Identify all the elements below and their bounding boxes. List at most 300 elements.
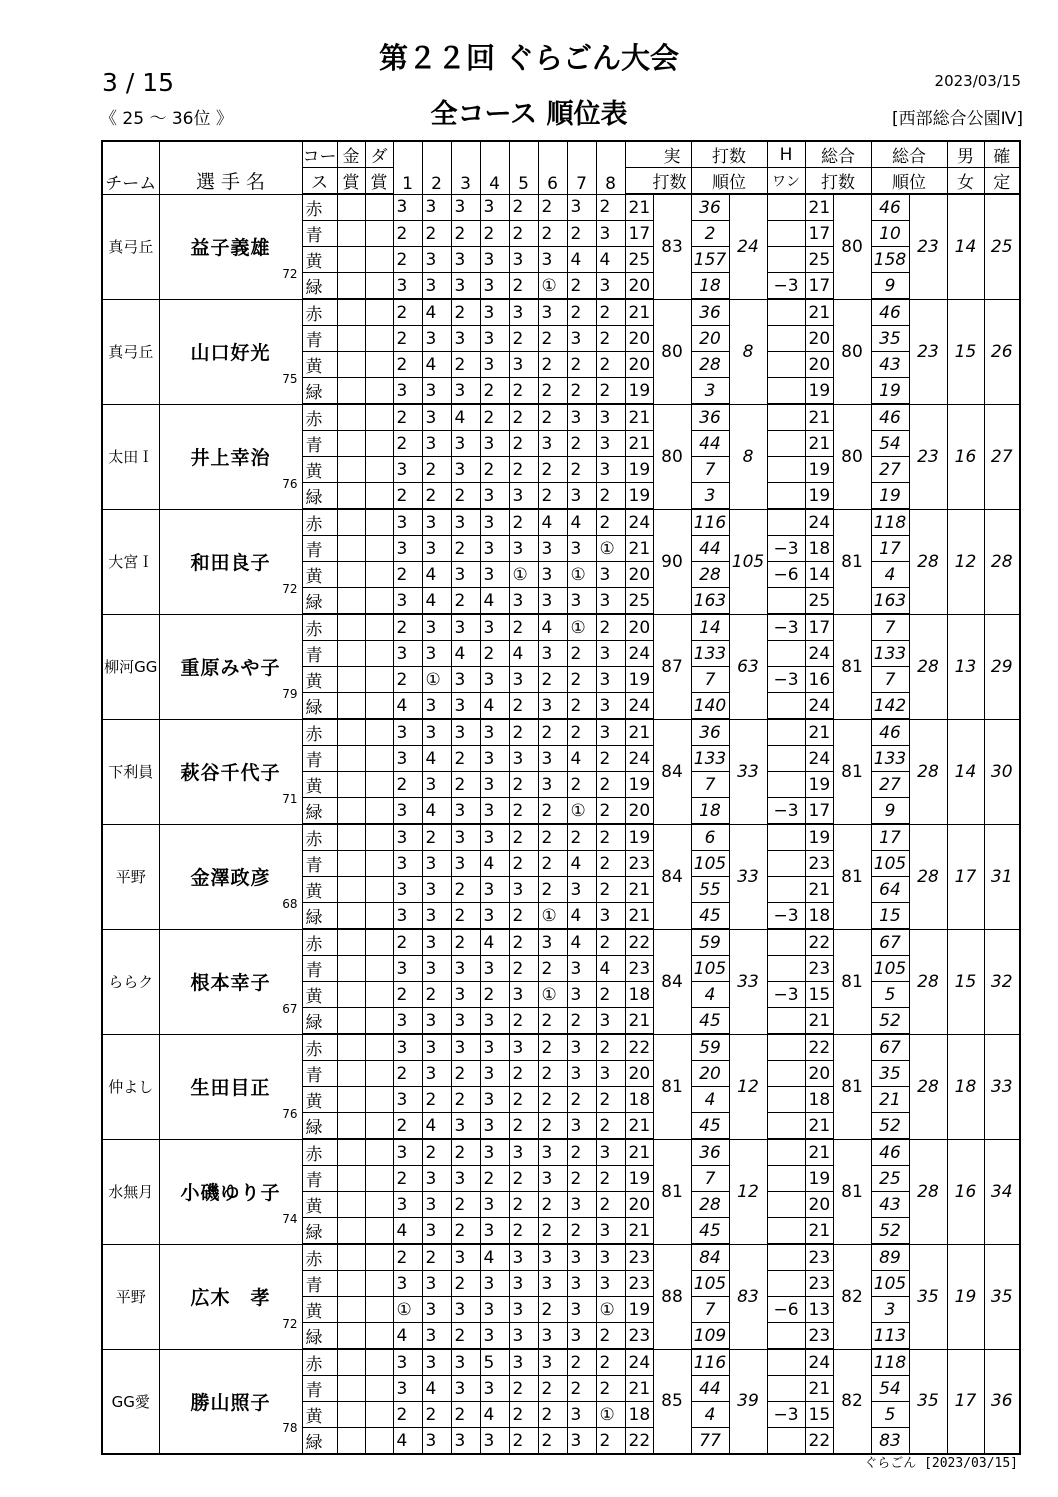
header-total-2: 打数 (805, 168, 871, 195)
gold-prize (337, 1061, 365, 1087)
course-total: 22 (805, 1428, 833, 1455)
da-prize (365, 1428, 393, 1455)
hole-score: 3 (451, 509, 480, 536)
course-total-rank: 43 (871, 352, 909, 378)
gold-prize (337, 378, 365, 405)
venue-name: [西部総合公園Ⅳ] (892, 109, 1023, 129)
hole-score: ① (393, 1297, 422, 1323)
course-total-rank: 9 (871, 798, 909, 825)
course-rank: 7 (691, 1297, 729, 1323)
gold-prize (337, 483, 365, 510)
gold-prize (337, 1087, 365, 1113)
hole-score: 3 (422, 1271, 451, 1297)
gold-prize (337, 1297, 365, 1323)
course-name: 赤 (302, 929, 337, 956)
hole-score: 3 (567, 956, 596, 982)
hole-score: ① (567, 614, 596, 641)
hole-score: 3 (480, 824, 509, 851)
gold-prize (337, 614, 365, 641)
course-total-rank: 105 (871, 851, 909, 877)
da-prize (365, 404, 393, 431)
course-sum: 18 (625, 1402, 653, 1428)
course-name: 黄 (302, 562, 337, 588)
hole-in-one (767, 1087, 805, 1113)
hole-score: 3 (480, 483, 509, 510)
hole-score: 2 (451, 1061, 480, 1087)
hole-score: 2 (538, 877, 567, 903)
hole-score: 2 (538, 1218, 567, 1245)
hole-score: 2 (422, 457, 451, 483)
hole-score: 2 (538, 1192, 567, 1218)
hole-in-one (767, 641, 805, 667)
course-name: 黄 (302, 352, 337, 378)
hole-score: 2 (451, 1271, 480, 1297)
hole-score: 3 (509, 247, 538, 273)
hole-score: 3 (422, 247, 451, 273)
final-rank: 30 (984, 719, 1020, 824)
course-name: 黄 (302, 1192, 337, 1218)
final-rank: 27 (984, 404, 1020, 509)
hole-score: 2 (393, 772, 422, 798)
hole-score: 2 (596, 929, 625, 956)
gender-rank: 17 (947, 1349, 984, 1454)
hole-in-one (767, 194, 805, 221)
course-sum: 21 (625, 1376, 653, 1402)
hole-score: 2 (596, 798, 625, 825)
course-rank: 36 (691, 299, 729, 326)
course-sum: 19 (625, 378, 653, 405)
player-age: 72 (282, 266, 298, 281)
hole-score: 3 (567, 1297, 596, 1323)
course-total: 13 (805, 1297, 833, 1323)
header-h-2: ワン (767, 168, 805, 195)
gold-prize (337, 929, 365, 956)
course-sum: 21 (625, 903, 653, 930)
da-prize (365, 273, 393, 300)
hole-score: 3 (422, 1034, 451, 1061)
team-name: 真弓丘 (102, 299, 159, 404)
hole-score: 2 (393, 247, 422, 273)
hole-score: 3 (451, 194, 480, 221)
gender-rank: 17 (947, 824, 984, 929)
hole-score: 2 (596, 1113, 625, 1140)
hole-score: 2 (422, 824, 451, 851)
course-name: 黄 (302, 667, 337, 693)
hole-score: 2 (451, 1402, 480, 1428)
hole-score: 3 (567, 1244, 596, 1271)
course-sum: 23 (625, 1323, 653, 1350)
gender-rank: 14 (947, 194, 984, 299)
header-gold: 金 (337, 141, 365, 168)
da-prize (365, 614, 393, 641)
course-total-rank: 142 (871, 693, 909, 720)
hole-score: 3 (451, 693, 480, 720)
hole-score: 2 (451, 1323, 480, 1350)
stroke-rank: 8 (729, 404, 767, 509)
course-total: 18 (805, 903, 833, 930)
course-sum: 25 (625, 588, 653, 615)
hole-score: 2 (393, 614, 422, 641)
hole-score: 3 (567, 1113, 596, 1140)
course-rank: 55 (691, 877, 729, 903)
course-total-rank: 9 (871, 273, 909, 300)
hole-score: 4 (480, 693, 509, 720)
hole-score: 3 (567, 1402, 596, 1428)
da-prize (365, 194, 393, 221)
total-strokes: 81 (833, 614, 871, 719)
hole-score: 3 (422, 404, 451, 431)
da-prize (365, 824, 393, 851)
course-total-rank: 118 (871, 509, 909, 536)
course-total: 19 (805, 824, 833, 851)
hole-in-one: −6 (767, 1297, 805, 1323)
course-total-rank: 35 (871, 1061, 909, 1087)
hole-score: 3 (451, 1113, 480, 1140)
gender-rank: 14 (947, 719, 984, 824)
hole-score: 3 (393, 719, 422, 746)
hole-score: 3 (567, 536, 596, 562)
player-name: 重原みや子 (180, 657, 281, 679)
hole-score: 2 (422, 1244, 451, 1271)
course-rank: 6 (691, 824, 729, 851)
hole-score: 3 (480, 1323, 509, 1350)
hole-score: 3 (451, 956, 480, 982)
gold-prize (337, 509, 365, 536)
table-row (102, 404, 1020, 431)
total-rank: 28 (909, 719, 947, 824)
hole-score: 4 (393, 693, 422, 720)
course-total: 19 (805, 772, 833, 798)
hole-score: 2 (509, 1376, 538, 1402)
hole-score: 2 (567, 1218, 596, 1245)
course-rank: 105 (691, 851, 729, 877)
hole-score: 3 (538, 536, 567, 562)
hole-score: 2 (509, 1061, 538, 1087)
gold-prize (337, 1218, 365, 1245)
course-total: 23 (805, 956, 833, 982)
player-age: 67 (282, 1001, 298, 1016)
gold-prize (337, 1139, 365, 1166)
total-strokes: 80 (833, 299, 871, 404)
hole-score: 2 (596, 326, 625, 352)
player-cell (159, 824, 302, 929)
hole-score: 3 (596, 457, 625, 483)
gold-prize (337, 667, 365, 693)
actual-strokes: 84 (653, 719, 691, 824)
hole-score: 3 (538, 431, 567, 457)
gold-prize (337, 299, 365, 326)
course-rank: 4 (691, 982, 729, 1008)
course-rank: 133 (691, 641, 729, 667)
hole-score: 3 (422, 273, 451, 300)
hole-score: 3 (393, 1271, 422, 1297)
course-rank: 45 (691, 1113, 729, 1140)
course-sum: 19 (625, 667, 653, 693)
gold-prize (337, 352, 365, 378)
actual-strokes: 80 (653, 404, 691, 509)
course-total-rank: 7 (871, 614, 909, 641)
hole-in-one (767, 693, 805, 720)
course-total-rank: 52 (871, 1113, 909, 1140)
header-actual: 実 (625, 141, 691, 168)
player-name: 和田良子 (190, 552, 271, 574)
player-age: 76 (282, 1106, 298, 1121)
hole-score: 3 (451, 1349, 480, 1376)
hole-score: 2 (567, 719, 596, 746)
course-sum: 24 (625, 746, 653, 772)
course-total-rank: 19 (871, 483, 909, 510)
hole-score: 3 (451, 798, 480, 825)
hole-in-one: −3 (767, 798, 805, 825)
hole-score: 2 (509, 1192, 538, 1218)
hole-score: 4 (567, 509, 596, 536)
course-total: 25 (805, 588, 833, 615)
hole-score: 2 (567, 352, 596, 378)
hole-score: 2 (509, 1428, 538, 1455)
hole-in-one (767, 1376, 805, 1402)
hole-score: 2 (567, 693, 596, 720)
hole-score: 2 (509, 378, 538, 405)
hole-score: 3 (393, 1376, 422, 1402)
course-total: 20 (805, 352, 833, 378)
hole-score: 2 (567, 431, 596, 457)
da-prize (365, 1218, 393, 1245)
header-strokes: 打数 (691, 141, 767, 168)
hole-score: 3 (451, 982, 480, 1008)
course-name: 赤 (302, 614, 337, 641)
hole-score: 3 (480, 667, 509, 693)
course-rank: 18 (691, 798, 729, 825)
course-sum: 22 (625, 1034, 653, 1061)
hole-score: 3 (422, 1349, 451, 1376)
header-team: チーム (102, 141, 159, 194)
da-prize (365, 641, 393, 667)
course-total-rank: 133 (871, 746, 909, 772)
hole-score: 2 (451, 1192, 480, 1218)
gold-prize (337, 404, 365, 431)
hole-score: 2 (567, 1376, 596, 1402)
course-rank: 36 (691, 404, 729, 431)
course-name: 緑 (302, 483, 337, 510)
team-name: 平野 (102, 824, 159, 929)
course-sum: 19 (625, 824, 653, 851)
page-number: 3 / 15 (102, 68, 175, 97)
hole-score: 3 (480, 1218, 509, 1245)
hole-score: 2 (509, 614, 538, 641)
course-total-rank: 54 (871, 1376, 909, 1402)
hole-score: 3 (422, 378, 451, 405)
course-total-rank: 46 (871, 299, 909, 326)
course-rank: 59 (691, 929, 729, 956)
hole-in-one (767, 247, 805, 273)
total-rank: 28 (909, 1034, 947, 1139)
table-body (102, 194, 1020, 1454)
course-total: 21 (805, 299, 833, 326)
hole-score: 3 (393, 273, 422, 300)
gold-prize (337, 772, 365, 798)
course-total: 23 (805, 1271, 833, 1297)
hole-in-one (767, 772, 805, 798)
total-strokes: 80 (833, 194, 871, 299)
hole-score: 3 (393, 1034, 422, 1061)
hole-score: 2 (509, 221, 538, 247)
hole-score: 3 (393, 1008, 422, 1035)
hole-score: 3 (451, 667, 480, 693)
course-sum: 24 (625, 509, 653, 536)
course-total: 19 (805, 378, 833, 405)
team-name: 仲よし (102, 1034, 159, 1139)
hole-score: 2 (596, 614, 625, 641)
hole-score: 2 (538, 667, 567, 693)
header-h: H (767, 141, 805, 168)
course-sum: 17 (625, 221, 653, 247)
hole-score: 3 (480, 326, 509, 352)
hole-score: 3 (451, 1166, 480, 1192)
total-strokes: 81 (833, 1034, 871, 1139)
course-rank: 36 (691, 194, 729, 221)
gold-prize (337, 221, 365, 247)
hole-score: 3 (596, 562, 625, 588)
hole-score: 3 (422, 956, 451, 982)
player-cell (159, 719, 302, 824)
da-prize (365, 1008, 393, 1035)
hole-score: 3 (393, 798, 422, 825)
final-rank: 34 (984, 1139, 1020, 1244)
header-hole-1: 1 (393, 141, 422, 194)
final-rank: 25 (984, 194, 1020, 299)
hole-in-one (767, 1139, 805, 1166)
hole-in-one: −3 (767, 536, 805, 562)
gold-prize (337, 1402, 365, 1428)
hole-score: ① (509, 562, 538, 588)
hole-score: 2 (509, 273, 538, 300)
hole-score: 5 (480, 1349, 509, 1376)
hole-score: 2 (480, 457, 509, 483)
hole-score: 2 (393, 1402, 422, 1428)
course-name: 赤 (302, 509, 337, 536)
course-total: 21 (805, 1008, 833, 1035)
da-prize (365, 1323, 393, 1350)
hole-score: 3 (422, 693, 451, 720)
hole-score: 2 (538, 798, 567, 825)
course-total-rank: 27 (871, 772, 909, 798)
da-prize (365, 1244, 393, 1271)
actual-strokes: 87 (653, 614, 691, 719)
course-name: 青 (302, 1166, 337, 1192)
gold-prize (337, 1113, 365, 1140)
gold-prize (337, 562, 365, 588)
course-name: 赤 (302, 404, 337, 431)
course-total: 24 (805, 1349, 833, 1376)
course-name: 赤 (302, 194, 337, 221)
gold-prize (337, 588, 365, 615)
course-sum: 20 (625, 1192, 653, 1218)
course-rank: 133 (691, 746, 729, 772)
hole-score: 3 (422, 1192, 451, 1218)
course-total: 24 (805, 746, 833, 772)
course-total-rank: 27 (871, 457, 909, 483)
course-total-rank: 43 (871, 1192, 909, 1218)
ranking-table (101, 140, 1021, 1455)
hole-score: 3 (480, 719, 509, 746)
course-rank: 116 (691, 1349, 729, 1376)
hole-score: 3 (451, 378, 480, 405)
table-row (102, 299, 1020, 326)
hole-score: 2 (393, 1113, 422, 1140)
total-strokes: 81 (833, 719, 871, 824)
course-name: 青 (302, 221, 337, 247)
hole-score: 2 (451, 929, 480, 956)
course-rank: 44 (691, 536, 729, 562)
course-rank: 3 (691, 378, 729, 405)
hole-score: 3 (509, 877, 538, 903)
course-total-rank: 10 (871, 221, 909, 247)
header-hole-5: 5 (509, 141, 538, 194)
hole-score: 2 (509, 851, 538, 877)
gold-prize (337, 1166, 365, 1192)
hole-score: 3 (596, 1139, 625, 1166)
hole-score: 2 (538, 221, 567, 247)
header-hole-6: 6 (538, 141, 567, 194)
hole-score: 4 (451, 641, 480, 667)
hole-score: 3 (567, 483, 596, 510)
hole-score: 4 (480, 851, 509, 877)
header-hole-4: 4 (480, 141, 509, 194)
hole-score: 2 (422, 1139, 451, 1166)
gold-prize (337, 641, 365, 667)
gold-prize (337, 1428, 365, 1455)
gold-prize (337, 1349, 365, 1376)
course-sum: 21 (625, 1008, 653, 1035)
team-name: 大宮Ｉ (102, 509, 159, 614)
da-prize (365, 851, 393, 877)
course-name: 赤 (302, 1034, 337, 1061)
hole-score: 3 (509, 1139, 538, 1166)
course-total: 17 (805, 614, 833, 641)
course-total-rank: 67 (871, 1034, 909, 1061)
hole-score: 3 (480, 1192, 509, 1218)
hole-score: 3 (480, 1271, 509, 1297)
course-name: 赤 (302, 1139, 337, 1166)
hole-score: 4 (567, 851, 596, 877)
course-rank: 2 (691, 221, 729, 247)
course-total: 23 (805, 1323, 833, 1350)
header-hole-8: 8 (596, 141, 625, 194)
course-total-rank: 3 (871, 1297, 909, 1323)
hole-score: 2 (596, 1349, 625, 1376)
hole-score: 3 (393, 1139, 422, 1166)
hole-score: 2 (393, 929, 422, 956)
course-total: 21 (805, 431, 833, 457)
hole-in-one (767, 352, 805, 378)
player-name: 小磯ゆり子 (180, 1182, 281, 1204)
course-total-rank: 17 (871, 536, 909, 562)
course-total-rank: 46 (871, 404, 909, 431)
course-rank: 45 (691, 1218, 729, 1245)
hole-score: 2 (509, 1402, 538, 1428)
da-prize (365, 1139, 393, 1166)
hole-score: 3 (538, 693, 567, 720)
hole-score: 3 (596, 221, 625, 247)
course-rank: 4 (691, 1402, 729, 1428)
hole-score: 3 (567, 404, 596, 431)
course-rank: 44 (691, 431, 729, 457)
header-final-2: 定 (984, 168, 1020, 195)
hole-score: 3 (393, 378, 422, 405)
course-sum: 21 (625, 194, 653, 221)
course-rank: 3 (691, 483, 729, 510)
hole-score: 3 (480, 1376, 509, 1402)
